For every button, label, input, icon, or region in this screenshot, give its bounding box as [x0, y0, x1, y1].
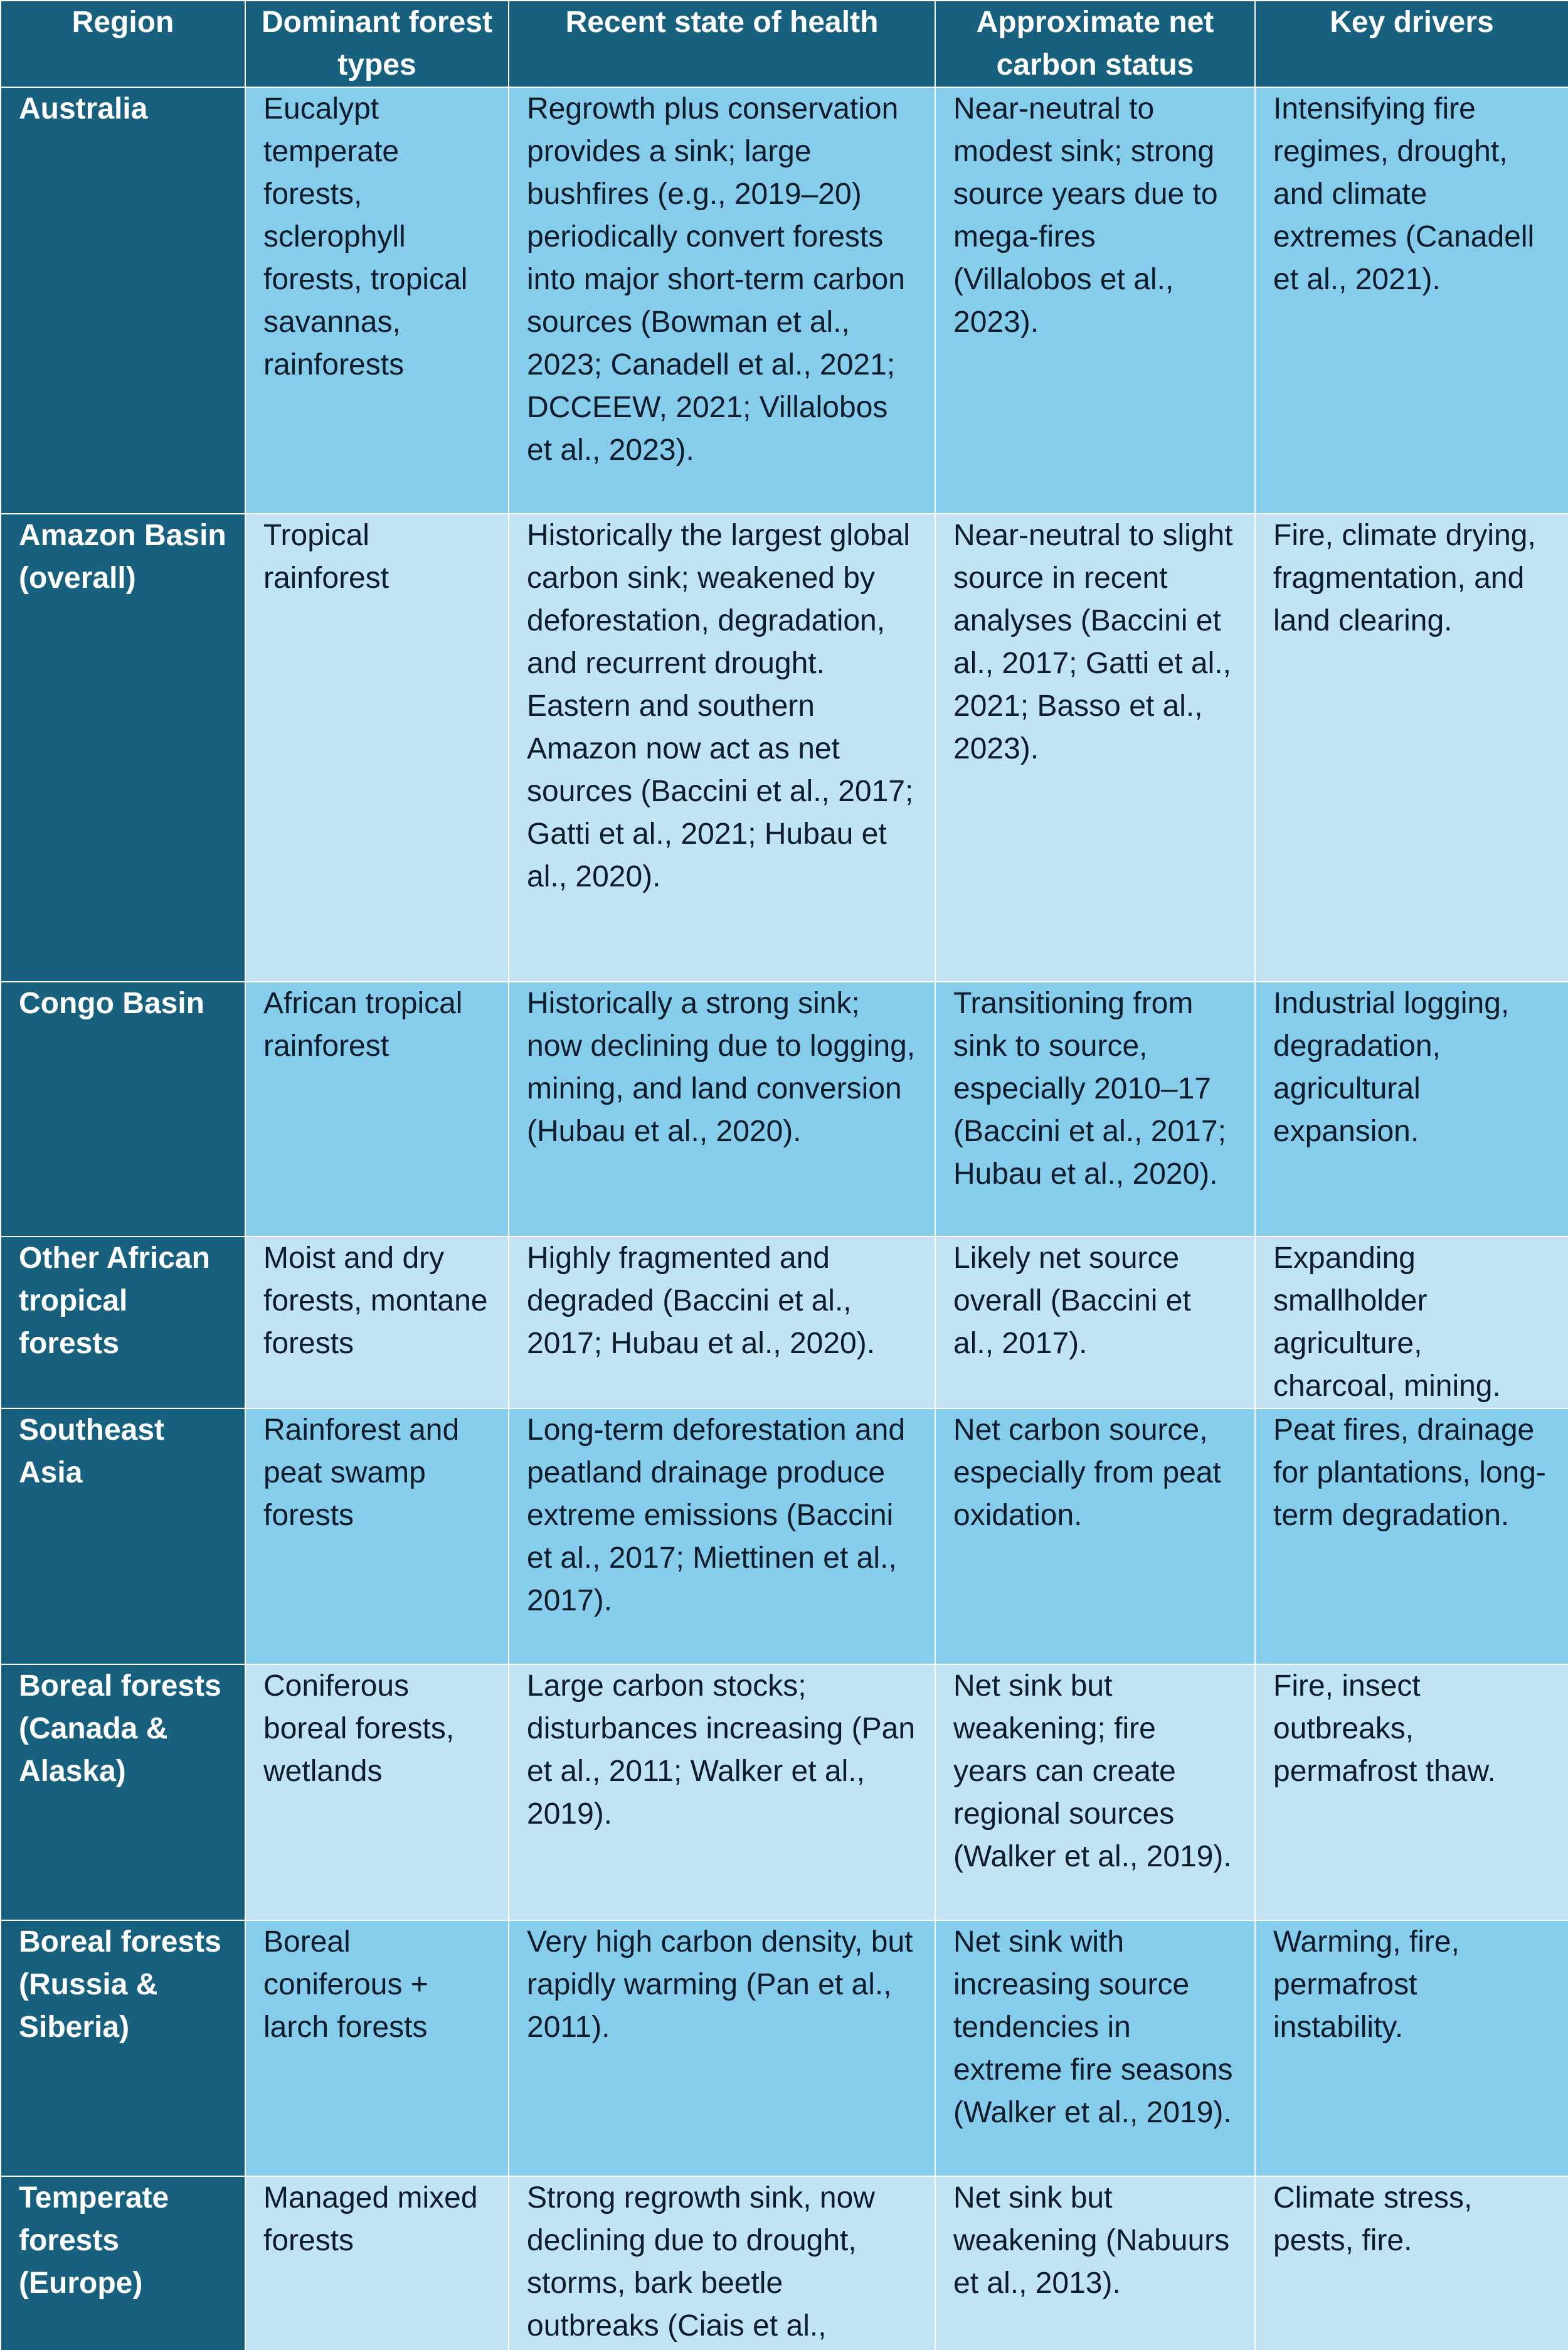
drivers-cell: Fire, insect outbreaks, permafrost thaw.	[1255, 1664, 1568, 1920]
health-cell: Regrowth plus conservation provides a sink; large bushfires (e.g., 2019–20) periodically convert forests into major short-term carbon sources (Bowman et al., 2023; Canadell et al., 2021; DCCEEW, 2021; Villalobos et al., 2023).	[509, 87, 935, 514]
health-cell: Strong regrowth sink, now declining due to drought, storms, bark beetle outbreaks (Ciais et al.,	[509, 2176, 935, 2350]
health-cell: Very high carbon density, but rapidly warming (Pan et al., 2011).	[509, 1920, 935, 2176]
table-row	[1, 1664, 1568, 1920]
forest-types-cell: Tropical rainforest	[245, 514, 509, 982]
table-row	[1, 2176, 1568, 2350]
carbon-status-cell: Net sink but weakening (Nabuurs et al., 2013).	[935, 2176, 1255, 2350]
header-carbon-status: Approximate net carbon status	[935, 1, 1255, 87]
health-cell: Historically a strong sink; now declining due to logging, mining, and land conversion (Hubau et al., 2020).	[509, 982, 935, 1236]
header-region: Region	[1, 1, 245, 87]
health-cell: Highly fragmented and degraded (Baccini et al., 2017; Hubau et al., 2020).	[509, 1236, 935, 1408]
drivers-cell: Industrial logging, degradation, agricultural expansion.	[1255, 982, 1568, 1236]
carbon-status-cell: Near-neutral to slight source in recent analyses (Baccini et al., 2017; Gatti et al., 2021; Basso et al., 2023).	[935, 514, 1255, 982]
carbon-status-cell: Transitioning from sink to source, especially 2010–17 (Baccini et al., 2017; Hubau et al., 2020).	[935, 982, 1255, 1236]
forest-types-cell: Boreal coniferous + larch forests	[245, 1920, 509, 2176]
header-drivers: Key drivers	[1255, 1, 1568, 87]
drivers-cell: Fire, climate drying, fragmentation, and land clearing.	[1255, 514, 1568, 982]
health-cell: Large carbon stocks; disturbances increasing (Pan et al., 2011; Walker et al., 2019).	[509, 1664, 935, 1920]
carbon-status-cell: Net sink but weakening; fire years can create regional sources (Walker et al., 2019).	[935, 1664, 1255, 1920]
carbon-status-cell: Likely net source overall (Baccini et al., 2017).	[935, 1236, 1255, 1408]
drivers-cell: Peat fires, drainage for plantations, long-term degradation.	[1255, 1408, 1568, 1664]
forest-types-cell: Eucalypt temperate forests, sclerophyll forests, tropical savannas, rainforests	[245, 87, 509, 514]
region-cell: Temperate forests (Europe)	[1, 2176, 245, 2350]
forest-types-cell: Managed mixed forests	[245, 2176, 509, 2350]
health-cell: Long-term deforestation and peatland drainage produce extreme emissions (Baccini et al., 2017; Miettinen et al., 2017).	[509, 1408, 935, 1664]
table-row	[1, 1920, 1568, 2176]
header-forest-types: Dominant forest types	[245, 1, 509, 87]
drivers-cell: Intensifying fire regimes, drought, and climate extremes (Canadell et al., 2021).	[1255, 87, 1568, 514]
forest-types-cell: Coniferous boreal forests, wetlands	[245, 1664, 509, 1920]
drivers-cell: Climate stress, pests, fire.	[1255, 2176, 1568, 2350]
carbon-status-cell: Net sink with increasing source tendencies in extreme fire seasons (Walker et al., 2019).	[935, 1920, 1255, 2176]
region-cell: Australia	[1, 87, 245, 514]
region-cell: Southeast Asia	[1, 1408, 245, 1664]
carbon-status-cell: Near-neutral to modest sink; strong source years due to mega-fires (Villalobos et al., 2023).	[935, 87, 1255, 514]
region-cell: Congo Basin	[1, 982, 245, 1236]
forest-types-cell: Rainforest and peat swamp forests	[245, 1408, 509, 1664]
table-row	[1, 87, 1568, 514]
table-row	[1, 1236, 1568, 1408]
region-cell: Boreal forests (Russia & Siberia)	[1, 1920, 245, 2176]
region-cell: Amazon Basin (overall)	[1, 514, 245, 982]
header-row	[1, 1, 1568, 87]
drivers-cell: Expanding smallholder agriculture, charcoal, mining.	[1255, 1236, 1568, 1408]
table-row	[1, 982, 1568, 1236]
forest-types-cell: Moist and dry forests, montane forests	[245, 1236, 509, 1408]
drivers-cell: Warming, fire, permafrost instability.	[1255, 1920, 1568, 2176]
region-cell: Boreal forests (Canada & Alaska)	[1, 1664, 245, 1920]
table-row	[1, 514, 1568, 982]
table-row	[1, 1408, 1568, 1664]
forest-types-cell: African tropical rainforest	[245, 982, 509, 1236]
carbon-status-cell: Net carbon source, especially from peat oxidation.	[935, 1408, 1255, 1664]
region-cell: Other African tropical forests	[1, 1236, 245, 1408]
health-cell: Historically the largest global carbon sink; weakened by deforestation, degradation, and recurrent drought. Eastern and southern Amazon now act as net sources (Baccini et al., 2017; Gatti et al., 2021; Hubau et al., 2020).	[509, 514, 935, 982]
header-health: Recent state of health	[509, 1, 935, 87]
